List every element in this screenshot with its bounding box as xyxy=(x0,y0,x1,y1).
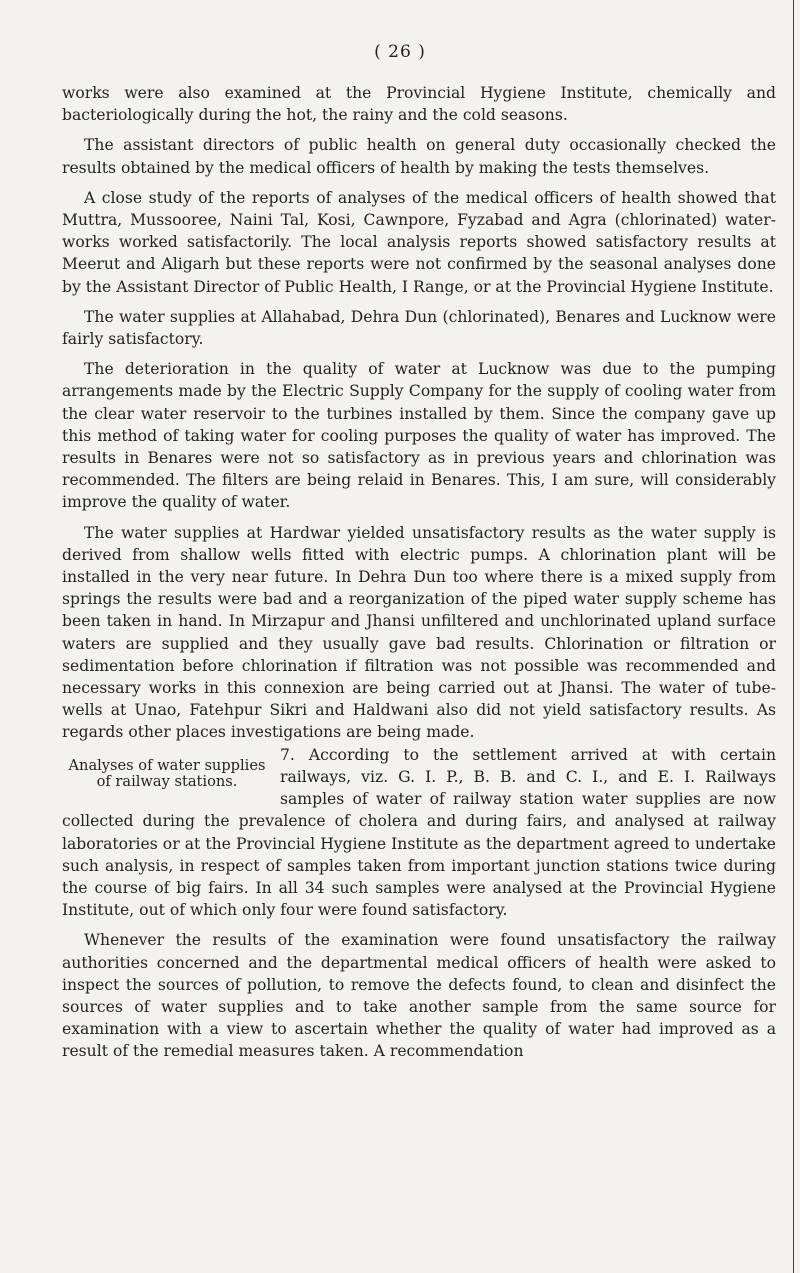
body-text xyxy=(62,82,776,1063)
page-number: ( 26 ) xyxy=(374,42,426,62)
paragraph-deterioration: The deterioration in the quality of water at Lucknow was due to the pumping arrangements made by the Electric Supply Company for the supply of cooling water from the clear water reservoir to the turbines installed by them. Since the company gave up this method of taking water for cooling purposes the quality of water has improved. The results in Benares were not so satisfactory as in previous years and chlorination was recommended. The filters are being relaid in Benares. This, I am sure, will considerably improve the quality of water. xyxy=(62,360,776,512)
side-heading: Analyses of water supplies of railway stations. xyxy=(68,756,266,790)
paragraph-close-study: A close study of the reports of analyses of the medical officers of health showed that Muttra, Mussooree, Naini Tal, Kosi, Cawnpore, Fyzabad and Agra (chlorinated) water-works worked satisfactorily. The local analysis reports showed satisfactory results at Meerut and Aligarh but these reports were not confirmed by the seasonal analyses done by the Assistant Director of Public Health, I Range, or at the Provincial Hygiene Institute. xyxy=(62,188,776,296)
paragraph-section-7: 7. According to the settlement arrived at with certain railways, viz. G. I. P., B. B. and C. I., and E. I. Railways samples of water of railway station water supplies are now collected during the prevalence of cholera and during fairs, and analysed at railway laboratories or at the Provincial Hygiene Institute as the department agreed to undertake such analysis, in respect of samples taken from important junction stations twice during the course of big fairs. In all 34 such samples were analysed at the Provincial Hygiene Institute, out of which only four were found satisfactory. xyxy=(62,745,776,920)
paragraph-whenever: Whenever the results of the examination were found unsatisfactory the railway authorities concerned and the departmental medical officers of health were asked to inspect the sources of pollution, to remove the defects found, to clean and disinfect the sources of water supplies and to take another sample from the same source for examination with a view to ascertain whether the quality of water had improved as a result of the remedial measures taken. A recommendation xyxy=(62,931,776,1061)
page-edge-line xyxy=(793,0,794,1273)
paragraph-water-supplies: The water supplies at Allahabad, Dehra Dun (chlorinated), Benares and Lucknow were fairly satisfactory. xyxy=(62,307,776,349)
paragraph-continuation: works were also examined at the Provincial Hygiene Institute, chemically and bacteriologically during the hot, the rainy and the cold seasons. xyxy=(62,84,776,125)
paragraph-hardwar: The water supplies at Hardwar yielded unsatisfactory results as the water supply is derived from shallow wells fitted with electric pumps. A chlorination plant will be installed in the very near future. In Dehra Dun too where there is a mixed supply from springs the results were bad and a reorganization of the piped water supply scheme has been taken in hand. In Mirzapur and Jhansi unfiltered and unchlorinated upland surface waters are supplied and they usually gave bad results. Chlorination or filtration or sedimentation before chlorination if filtration was not possible was recommended and necessary works in this connexion are being carried out at Jhansi. The water of tube-wells at Unao, Fatehpur Sikri and Haldwani also did not yield satisfactory results. As regards other places investigations are being made. xyxy=(62,523,776,742)
paragraph-assistant-directors: The assistant directors of public health on general duty occasionally checked the results obtained by the medical officers of health by making the tests themselves. xyxy=(62,136,776,177)
section-7 xyxy=(62,744,776,922)
